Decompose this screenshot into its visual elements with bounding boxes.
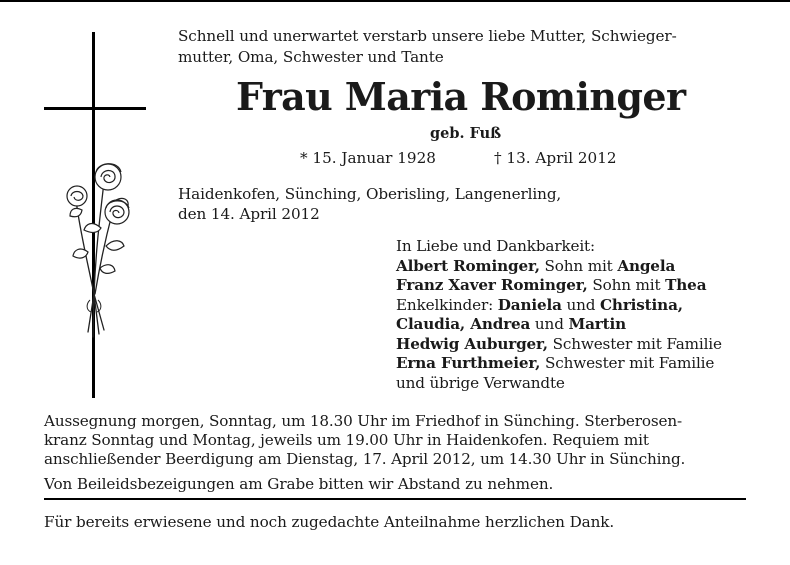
mourner-partner: Angela: [617, 256, 676, 275]
service-line-1: Aussegnung morgen, Sonntag, um 18.30 Uhr im Friedhof in Sünching. Sterberosen-: [44, 412, 682, 430]
mourner-relation: Sohn mit: [587, 276, 666, 294]
grandchildren-row: [396, 315, 722, 335]
intro-line-2: mutter, Oma, Schwester und Tante: [178, 48, 444, 66]
deceased-name: Frau Maria Rominger: [236, 74, 686, 119]
places-line-2: den 14. April 2012: [178, 205, 320, 223]
places-line-1: Haidenkofen, Sünching, Oberisling, Langenerling,: [178, 185, 562, 203]
mourner-partner: Thea: [665, 276, 707, 294]
places-and-date: [178, 184, 561, 224]
mourner-name: Franz Xaver Rominger,: [396, 276, 588, 294]
grandchild-name: Daniela: [497, 295, 562, 314]
birth-date: * 15. Januar 1928: [300, 149, 436, 167]
intro-line-1: Schnell und unerwartet verstarb unsere liebe Mutter, Schwieger-: [178, 27, 677, 45]
mourner-name: Erna Furthmeier,: [396, 354, 541, 372]
mourners-list: [396, 237, 722, 393]
divider: [44, 498, 746, 500]
grandchild-names: Claudia, Andrea: [396, 315, 531, 333]
top-border: [0, 0, 790, 2]
cross-with-roses-icon: [44, 32, 154, 398]
mourner-relation: Sohn mit: [539, 256, 618, 275]
other-relatives: und übrige Verwandte: [396, 373, 565, 392]
grandchildren-row: [396, 296, 722, 316]
service-line-3: anschließender Beerdigung am Dienstag, 17. April 2012, um 14.30 Uhr in Sünching.: [44, 450, 686, 468]
mourner-name: Hedwig Auburger,: [396, 334, 548, 353]
grandchildren-label: Enkelkinder:: [396, 295, 498, 314]
condolence-note: Von Beileidsbezeigungen am Grabe bitten wir Abstand zu nehmen.: [44, 475, 554, 493]
death-date: † 13. April 2012: [494, 149, 617, 167]
mourner-row: [396, 354, 722, 374]
mourners-heading: In Liebe und Dankbarkeit:: [396, 237, 595, 255]
grandchild-name: Christina,: [599, 295, 683, 314]
intro-text: [178, 26, 677, 68]
mourner-row: [396, 335, 722, 355]
mourner-name: Albert Rominger,: [396, 256, 540, 275]
grandchild-name: Martin: [568, 315, 627, 333]
thanks-note: Für bereits erwiesene und noch zugedachte Anteilnahme herzlichen Dank.: [44, 513, 615, 531]
mourner-relation: Schwester mit Familie: [547, 334, 722, 353]
mourner-relation: Schwester mit Familie: [540, 354, 715, 372]
conjunction: und: [561, 295, 600, 314]
service-details: [44, 412, 685, 469]
mourner-row: [396, 276, 722, 296]
maiden-name: geb. Fuß: [430, 125, 502, 142]
service-line-2: kranz Sonntag und Montag, jeweils um 19.00 Uhr in Haidenkofen. Requiem mit: [44, 431, 649, 449]
mourner-row: [396, 257, 722, 277]
conjunction: und: [530, 315, 569, 333]
